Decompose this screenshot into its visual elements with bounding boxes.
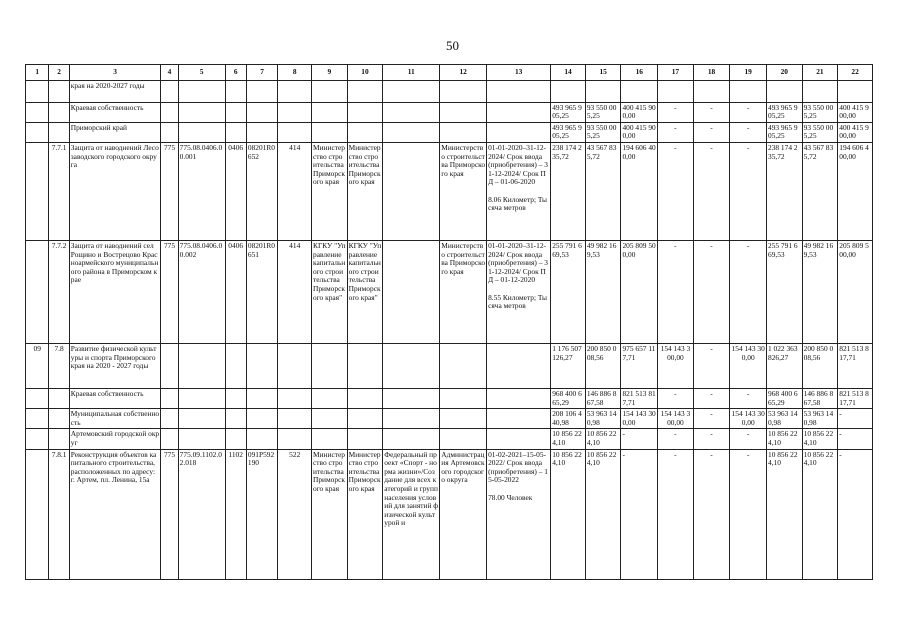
table-cell: 49 982 169,53 (802, 240, 838, 343)
budget-table (25, 64, 873, 580)
table-cell (440, 388, 487, 408)
table-cell: - (693, 240, 730, 343)
table-cell: - (693, 409, 730, 429)
table-cell: 1 022 363 826,27 (767, 343, 803, 388)
table-cell: 200 850 008,56 (585, 343, 621, 388)
table-cell: 821 513 817,71 (621, 388, 658, 408)
table-cell (225, 388, 246, 408)
table-cell (246, 429, 278, 449)
table-cell (487, 80, 551, 102)
table-cell (49, 409, 69, 429)
table-cell (312, 343, 348, 388)
table-cell (246, 122, 278, 142)
table-cell (26, 240, 49, 343)
table-cell: 238 174 235,72 (551, 142, 586, 240)
table-cell: - (730, 122, 767, 142)
column-header: 6 (225, 65, 246, 81)
column-header: 7 (246, 65, 278, 81)
table-cell: 10 856 224,10 (585, 429, 621, 449)
table-cell (487, 102, 551, 122)
table-cell (487, 343, 551, 388)
column-header: 9 (312, 65, 348, 81)
column-header: 14 (551, 65, 586, 81)
table-cell: 400 415 900,00 (838, 122, 873, 142)
table-cell (49, 122, 69, 142)
table-cell: 93 550 005,25 (585, 102, 621, 122)
table-cell (347, 122, 383, 142)
table-row (26, 240, 873, 343)
table-cell (225, 429, 246, 449)
table-cell: 10 856 224,10 (551, 429, 586, 449)
table-cell (838, 80, 873, 102)
table-cell: 10 856 224,10 (551, 449, 586, 579)
table-cell: 400 415 900,00 (621, 102, 658, 122)
table-cell (347, 80, 383, 102)
table-cell (26, 122, 49, 142)
table-cell (383, 240, 440, 343)
table-cell (178, 80, 225, 102)
table-cell (26, 409, 49, 429)
table-cell: Краевая собственность (69, 102, 161, 122)
table-row (26, 388, 873, 408)
table-cell: 43 567 835,72 (585, 142, 621, 240)
table-cell: - (693, 102, 730, 122)
table-cell (49, 429, 69, 449)
column-header: 19 (730, 65, 767, 81)
table-cell (487, 409, 551, 429)
table-cell (161, 122, 178, 142)
table-cell (49, 388, 69, 408)
table-cell: 154 143 300,00 (658, 409, 694, 429)
table-cell: 93 550 005,25 (585, 122, 621, 142)
table-cell: 775 (161, 449, 178, 579)
column-header: 15 (585, 65, 621, 81)
column-header: 1 (26, 65, 49, 81)
table-cell: - (621, 449, 658, 579)
table-cell: 414 (278, 142, 312, 240)
table-cell (278, 122, 312, 142)
table-cell: 968 400 665,29 (551, 388, 586, 408)
table-cell: 10 856 224,10 (802, 429, 838, 449)
table-cell (347, 102, 383, 122)
table-cell: 414 (278, 240, 312, 343)
table-cell: 493 965 905,25 (551, 122, 586, 142)
table-cell: 493 965 905,25 (767, 122, 803, 142)
table-cell (312, 409, 348, 429)
table-cell: Развитие физической культуры и спорта Приморского края на 2020 - 2027 годы (69, 343, 161, 388)
table-cell (347, 429, 383, 449)
column-header: 21 (802, 65, 838, 81)
table-cell (278, 429, 312, 449)
table-cell: 53 963 140,98 (585, 409, 621, 429)
table-cell (440, 122, 487, 142)
table-cell (585, 80, 621, 102)
table-cell: КГКУ "Управление капитального строительства Приморского края" (312, 240, 348, 343)
page-number: 50 (446, 38, 459, 53)
table-cell (178, 409, 225, 429)
table-cell: 7.7.1 (49, 142, 69, 240)
table-cell (658, 80, 694, 102)
table-cell: КГКУ "Управление капитального строительства Приморского края" (347, 240, 383, 343)
table-cell: 194 606 400,00 (621, 142, 658, 240)
table-cell: 154 143 300,00 (730, 409, 767, 429)
table-cell (161, 102, 178, 122)
table-cell (383, 388, 440, 408)
column-header: 3 (69, 65, 161, 81)
table-cell: 200 850 008,56 (802, 343, 838, 388)
table-cell: 775.09.1102.02.018 (178, 449, 225, 579)
table-cell: Артемовский городской округ (69, 429, 161, 449)
table-cell (178, 343, 225, 388)
table-cell: 522 (278, 449, 312, 579)
table-cell: 7.7.2 (49, 240, 69, 343)
table-cell: - (730, 102, 767, 122)
table-cell (440, 102, 487, 122)
table-cell (225, 343, 246, 388)
table-cell (487, 388, 551, 408)
table-cell: 43 567 835,72 (802, 142, 838, 240)
table-cell (161, 409, 178, 429)
table-cell: 146 886 867,58 (802, 388, 838, 408)
table-cell (246, 80, 278, 102)
table-cell (26, 388, 49, 408)
table-cell: Министерство строительства Приморского края (312, 449, 348, 579)
table-cell (278, 409, 312, 429)
table-cell: 53 963 140,98 (802, 409, 838, 429)
table-cell: 01-01-2020–31-12-2024/ Срок ввода (приобретения) – 31-12-2024/ Срок ПД – 01-06-2020 8.06 Километр; Тысяча метров (487, 142, 551, 240)
table-cell (178, 102, 225, 122)
table-cell: Краевая собственность (69, 388, 161, 408)
table-cell: - (658, 429, 694, 449)
table-cell: Министерство строительства Приморского края (440, 142, 487, 240)
table-cell (178, 388, 225, 408)
table-cell: Защита от наводнений Лесозаводского городского округа (69, 142, 161, 240)
table-cell: - (693, 388, 730, 408)
table-cell: - (838, 429, 873, 449)
table-cell: 821 513 817,71 (838, 343, 873, 388)
table-cell: 7.8 (49, 343, 69, 388)
table-cell (49, 80, 69, 102)
table-cell: 1 176 507 126,27 (551, 343, 586, 388)
table-cell (161, 80, 178, 102)
table-cell: 775.08.0406.00.001 (178, 142, 225, 240)
table-cell: Администрация Артемовского городского округа (440, 449, 487, 579)
column-header: 17 (658, 65, 694, 81)
table-cell (440, 409, 487, 429)
table-cell: - (693, 429, 730, 449)
table-header-row (26, 65, 873, 81)
table-cell (383, 343, 440, 388)
table-cell: 7.8.1 (49, 449, 69, 579)
table-cell (225, 409, 246, 429)
table-cell (26, 449, 49, 579)
table-cell (312, 388, 348, 408)
table-cell (225, 122, 246, 142)
table-cell: 10 856 224,10 (802, 449, 838, 579)
table-cell (383, 142, 440, 240)
table-row (26, 122, 873, 142)
table-cell: Защита от наводнений сел Рощино и Вострецово Красноармейского муниципального района в Приморском крае (69, 240, 161, 343)
table-cell (161, 388, 178, 408)
table-cell: 775 (161, 240, 178, 343)
table-cell (440, 343, 487, 388)
column-header: 12 (440, 65, 487, 81)
table-cell (278, 80, 312, 102)
table-cell: 0406 (225, 240, 246, 343)
table-cell: 01-02-2021–15-05-2022/ Срок ввода (приобретения) – 15-05-2022 78.00 Человек (487, 449, 551, 579)
table-cell: 93 550 005,25 (802, 122, 838, 142)
table-cell: - (730, 240, 767, 343)
table-cell (383, 122, 440, 142)
table-cell: - (730, 449, 767, 579)
table-cell: Министерство строительства Приморского края (347, 449, 383, 579)
table-cell: - (730, 429, 767, 449)
table-cell: 49 982 169,53 (585, 240, 621, 343)
table-cell: - (621, 429, 658, 449)
table-cell: - (658, 240, 694, 343)
table-cell: 255 791 669,53 (551, 240, 586, 343)
table-cell: - (658, 142, 694, 240)
table-cell (312, 429, 348, 449)
table-cell: 154 143 300,00 (730, 343, 767, 388)
table-row (26, 343, 873, 388)
table-cell: 194 606 400,00 (838, 142, 873, 240)
table-cell (312, 80, 348, 102)
table-cell: - (838, 449, 873, 579)
table-cell (246, 388, 278, 408)
table-cell: Муниципальная собственность (69, 409, 161, 429)
table-cell: - (693, 142, 730, 240)
column-header: 20 (767, 65, 803, 81)
table-cell (347, 343, 383, 388)
table-cell (347, 409, 383, 429)
table-cell: 01-01-2020–31-12-2024/ Срок ввода (приобретения) – 31-12-2024/ Срок ПД – 01-12-2020 8.55 Километр; Тысяча метров (487, 240, 551, 343)
table-cell (26, 429, 49, 449)
table-cell: Министерство строительства Приморского края (440, 240, 487, 343)
table-cell (440, 429, 487, 449)
table-cell (383, 429, 440, 449)
table-cell (225, 80, 246, 102)
table-cell: - (658, 102, 694, 122)
table-cell: 0406 (225, 142, 246, 240)
table-cell (802, 80, 838, 102)
table-cell: - (838, 409, 873, 429)
table-cell (487, 429, 551, 449)
table-cell (178, 122, 225, 142)
column-header: 4 (161, 65, 178, 81)
table-cell (693, 80, 730, 102)
table-cell: 821 513 817,71 (838, 388, 873, 408)
column-header: 13 (487, 65, 551, 81)
table-cell (312, 122, 348, 142)
column-header: 10 (347, 65, 383, 81)
table-cell: 53 963 140,98 (767, 409, 803, 429)
column-header: 22 (838, 65, 873, 81)
table-cell (730, 80, 767, 102)
column-header: 11 (383, 65, 440, 81)
table-cell: Министерство строительства Приморского края (312, 142, 348, 240)
table-cell: 09 (26, 343, 49, 388)
table-cell (246, 343, 278, 388)
table-cell (383, 409, 440, 429)
table-cell: 208 106 440,98 (551, 409, 586, 429)
table-cell: - (730, 142, 767, 240)
table-cell (551, 80, 586, 102)
table-cell: 205 809 500,00 (838, 240, 873, 343)
table-cell: 205 809 500,00 (621, 240, 658, 343)
table-cell: 255 791 669,53 (767, 240, 803, 343)
table-cell (161, 429, 178, 449)
table-cell (312, 102, 348, 122)
table-cell (278, 388, 312, 408)
table-cell: 400 415 900,00 (621, 122, 658, 142)
table-cell: - (658, 388, 694, 408)
table-cell: края на 2020-2027 годы (69, 80, 161, 102)
table-cell: - (730, 388, 767, 408)
table-row (26, 409, 873, 429)
table-cell: 08201R0651 (246, 240, 278, 343)
table-cell (487, 122, 551, 142)
table-cell: 08201R0652 (246, 142, 278, 240)
table-cell: 93 550 005,25 (802, 102, 838, 122)
column-header: 2 (49, 65, 69, 81)
table-cell: 968 400 665,29 (767, 388, 803, 408)
table-cell (225, 102, 246, 122)
table-row (26, 449, 873, 579)
table-cell: 1102 (225, 449, 246, 579)
table-row (26, 429, 873, 449)
table-cell: Реконструкция объектов капитального строительства, расположенных по адресу: г. Артем, пл. Ленина, 15а (69, 449, 161, 579)
table-row (26, 102, 873, 122)
table-cell (246, 409, 278, 429)
table-cell: 10 856 224,10 (767, 429, 803, 449)
table-cell: 10 856 224,10 (585, 449, 621, 579)
table-cell (278, 343, 312, 388)
table-cell (26, 102, 49, 122)
table-row (26, 142, 873, 240)
table-cell: 775 (161, 142, 178, 240)
table-cell: 154 143 300,00 (658, 343, 694, 388)
table-cell (49, 102, 69, 122)
table-cell: 10 856 224,10 (767, 449, 803, 579)
table-cell (383, 102, 440, 122)
table-cell: - (693, 449, 730, 579)
table-cell: 154 143 300,00 (621, 409, 658, 429)
table-cell: - (693, 122, 730, 142)
table-cell: 493 965 905,25 (551, 102, 586, 122)
table-cell: Федеральный проект «Спорт - норма жизни»/Создание для всех категорий и групп населения условий для занятий физической культурой и (383, 449, 440, 579)
table-cell: 091P592190 (246, 449, 278, 579)
table-cell: Приморский край (69, 122, 161, 142)
table-cell: 493 965 905,25 (767, 102, 803, 122)
table-cell (161, 343, 178, 388)
table-cell: 238 174 235,72 (767, 142, 803, 240)
table-cell (767, 80, 803, 102)
column-header: 18 (693, 65, 730, 81)
table-cell: - (658, 449, 694, 579)
column-header: 16 (621, 65, 658, 81)
table-cell: - (658, 122, 694, 142)
table-cell: 400 415 900,00 (838, 102, 873, 122)
table-cell: 775.08.0406.00.002 (178, 240, 225, 343)
table-row (26, 80, 873, 102)
table-cell (383, 80, 440, 102)
table-cell (621, 80, 658, 102)
table-cell (278, 102, 312, 122)
table-cell (26, 142, 49, 240)
table-cell: Министерство строительства Приморского края (347, 142, 383, 240)
table-cell (246, 102, 278, 122)
table-cell (347, 388, 383, 408)
column-header: 5 (178, 65, 225, 81)
table-cell: 975 657 117,71 (621, 343, 658, 388)
table-cell (26, 80, 49, 102)
table-cell: 146 886 867,58 (585, 388, 621, 408)
table-cell: - (693, 343, 730, 388)
table-cell (440, 80, 487, 102)
table-cell (178, 429, 225, 449)
column-header: 8 (278, 65, 312, 81)
